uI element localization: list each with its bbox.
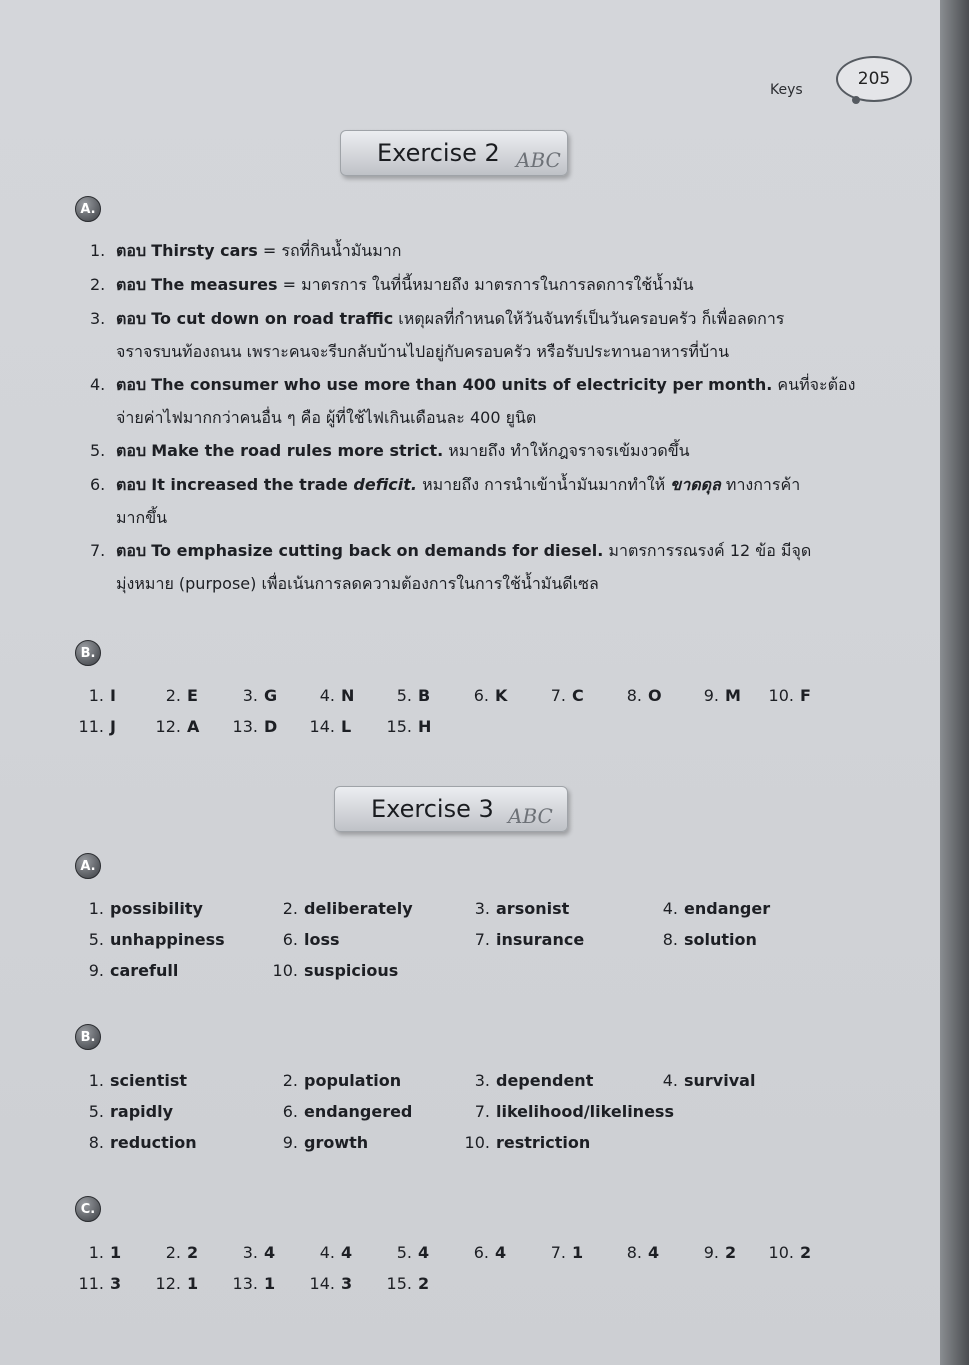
answer-item (616, 686, 662, 705)
answer-number: 7. (550, 1243, 566, 1262)
answer-item (78, 717, 116, 736)
answer-number: 9. (703, 686, 719, 705)
answer-item (693, 686, 741, 705)
answer-value: 1 (110, 1243, 122, 1262)
answer-item (232, 1243, 275, 1262)
answer-value: population (304, 1071, 402, 1090)
answer-value: 1 (187, 1274, 199, 1293)
answer-value: reduction (110, 1133, 197, 1152)
answer-value: insurance (496, 930, 585, 949)
answer-number: 12. (155, 717, 181, 736)
answer-item (309, 1274, 352, 1293)
answer-item (232, 717, 277, 736)
answer-item (270, 961, 398, 980)
answer-number: 2. (165, 686, 181, 705)
answer-value: restriction (496, 1133, 591, 1152)
answer-item (76, 930, 225, 949)
answer-item (462, 899, 569, 918)
answer-item (270, 899, 413, 918)
answer-value: H (418, 717, 432, 736)
answer-number: 2. (282, 899, 298, 918)
answer-number: 15. (386, 1274, 412, 1293)
answer-value: 1 (572, 1243, 584, 1262)
answer-number: 5. (396, 686, 412, 705)
answer-value: 4 (418, 1243, 430, 1262)
answer-value: B (418, 686, 431, 705)
answer-value: rapidly (110, 1102, 173, 1121)
answer-item (76, 1133, 197, 1152)
answer-number: 4. (319, 686, 335, 705)
page-number: 205 (857, 69, 891, 89)
answer-item (386, 1243, 429, 1262)
answer-value: 3 (110, 1274, 122, 1293)
answer-item (155, 1274, 198, 1293)
answer-value: solution (684, 930, 757, 949)
answer-number: 8. (662, 930, 678, 949)
qa-item: 2. ตอบ The measures = มาตรการ ในที่นี้หมายถึง มาตรการในการลดการใช้น้ำมัน (90, 275, 694, 294)
answer-value: scientist (110, 1071, 188, 1090)
answer-value: growth (304, 1133, 369, 1152)
answer-value: 2 (725, 1243, 737, 1262)
answer-value: dependent (496, 1071, 594, 1090)
answer-item (462, 1071, 593, 1090)
qa-item: 1. ตอบ Thirsty cars = รถที่กินน้ำมันมาก (90, 241, 402, 260)
book-page-edge (940, 0, 969, 1365)
answer-item (76, 1071, 187, 1090)
running-header: Keys (770, 82, 803, 98)
answer-item (616, 1243, 659, 1262)
answer-value: E (187, 686, 198, 705)
answer-item (232, 686, 277, 705)
answer-item (462, 1102, 674, 1121)
answer-value: 4 (264, 1243, 276, 1262)
answer-number: 1. (88, 899, 104, 918)
answer-value: 1 (264, 1274, 276, 1293)
answer-value: O (648, 686, 662, 705)
answer-number: 10. (768, 686, 794, 705)
answer-item (270, 930, 340, 949)
answer-item (78, 1274, 121, 1293)
answer-number: 4. (319, 1243, 335, 1262)
answer-value: likelihood/likeliness (496, 1102, 674, 1121)
answer-number: 10. (272, 961, 298, 980)
answer-value: loss (304, 930, 340, 949)
answer-item (76, 1102, 173, 1121)
answer-number: 12. (155, 1274, 181, 1293)
answer-number: 9. (282, 1133, 298, 1152)
section-a-badge: A. (75, 853, 101, 879)
answer-value: A (187, 717, 200, 736)
answer-number: 11. (78, 717, 104, 736)
answer-number: 1. (88, 686, 104, 705)
answer-number: 8. (626, 686, 642, 705)
answer-value: F (800, 686, 811, 705)
answer-item (76, 961, 178, 980)
answer-value: 3 (341, 1274, 353, 1293)
answer-item (462, 1133, 590, 1152)
answer-value: endangered (304, 1102, 413, 1121)
answer-number: 6. (473, 686, 489, 705)
answer-number: 8. (88, 1133, 104, 1152)
answer-number: 7. (550, 686, 566, 705)
abc-tag-icon: ABC (508, 804, 553, 828)
page-number-bubble (836, 56, 912, 102)
answer-number: 13. (232, 1274, 258, 1293)
qa-item: 5. ตอบ Make the road rules more strict. หมายถึง ทำให้กฎจราจรเข้มงวดขึ้น (90, 441, 690, 460)
answer-number: 6. (473, 1243, 489, 1262)
qa-item: 3. ตอบ To cut down on road traffic เหตุผลที่กำหนดให้วันจันทร์เป็นวันครอบครัว ก็เพื่อลดการ จราจรบนท้องถนน เพราะคนจะรีบกลับบ้านไปอยู่กับครอบครัว หรือรับประทานอาหารที่บ้าน (90, 309, 785, 361)
answer-item (232, 1274, 275, 1293)
answer-value: deliberately (304, 899, 413, 918)
answer-value: 2 (800, 1243, 812, 1262)
answer-value: G (264, 686, 278, 705)
answer-item (270, 1071, 401, 1090)
answer-number: 13. (232, 717, 258, 736)
answer-value: L (341, 717, 352, 736)
answer-item (270, 1133, 368, 1152)
answer-number: 1. (88, 1071, 104, 1090)
answer-item (650, 899, 770, 918)
answer-item (386, 686, 430, 705)
answer-item (650, 1071, 755, 1090)
answer-item (540, 686, 584, 705)
answer-value: survival (684, 1071, 756, 1090)
answer-value: 2 (418, 1274, 430, 1293)
answer-number: 7. (474, 1102, 490, 1121)
answer-number: 14. (309, 717, 335, 736)
answer-number: 10. (768, 1243, 794, 1262)
answer-number: 14. (309, 1274, 335, 1293)
answer-item (540, 1243, 583, 1262)
answer-value: suspicious (304, 961, 399, 980)
section-b-badge: B. (75, 1024, 101, 1050)
answer-item (693, 1243, 736, 1262)
answer-value: 4 (341, 1243, 353, 1262)
answer-number: 3. (474, 899, 490, 918)
answer-number: 9. (88, 961, 104, 980)
section-a-badge: A. (75, 196, 101, 222)
abc-tag-icon: ABC (516, 148, 561, 172)
answer-number: 3. (242, 1243, 258, 1262)
answer-item (768, 686, 811, 705)
answer-number: 2. (165, 1243, 181, 1262)
answer-number: 10. (464, 1133, 490, 1152)
answer-value: D (264, 717, 278, 736)
answer-item (462, 930, 584, 949)
answer-item (155, 717, 199, 736)
answer-number: 8. (626, 1243, 642, 1262)
answer-number: 1. (88, 1243, 104, 1262)
bubble-tail-decoration (852, 96, 860, 104)
answer-value: unhappiness (110, 930, 225, 949)
answer-value: carefull (110, 961, 179, 980)
answer-number: 6. (282, 1102, 298, 1121)
exercise-3-title: Exercise 3 (371, 795, 494, 823)
answer-number: 15. (386, 717, 412, 736)
answer-item (386, 1274, 429, 1293)
answer-item (270, 1102, 412, 1121)
answer-item (768, 1243, 811, 1262)
answer-number: 6. (282, 930, 298, 949)
answer-item (463, 1243, 506, 1262)
answer-value: possibility (110, 899, 203, 918)
answer-value: 2 (187, 1243, 199, 1262)
answer-item (309, 686, 354, 705)
answer-number: 5. (88, 930, 104, 949)
answer-number: 4. (662, 899, 678, 918)
answer-item (463, 686, 507, 705)
answer-number: 7. (474, 930, 490, 949)
answer-value: N (341, 686, 355, 705)
answer-value: 4 (648, 1243, 660, 1262)
answer-item (309, 717, 351, 736)
answer-number: 9. (703, 1243, 719, 1262)
answer-item (309, 1243, 352, 1262)
exercise-2-title: Exercise 2 (377, 139, 500, 167)
answer-number: 5. (396, 1243, 412, 1262)
answer-item (76, 899, 203, 918)
answer-value: K (495, 686, 508, 705)
answer-value: C (572, 686, 584, 705)
answer-value: J (110, 717, 116, 736)
section-b-badge: B. (75, 640, 101, 666)
answer-value: arsonist (496, 899, 570, 918)
qa-item: 4. ตอบ The consumer who use more than 400 units of electricity per month. คนที่จะต้อง จ่ายค่าไฟมากกว่าคนอื่น ๆ คือ ผู้ที่ใช้ไฟเกินเดือนละ 400 ยูนิต (90, 375, 856, 427)
answer-number: 11. (78, 1274, 104, 1293)
answer-item (78, 1243, 121, 1262)
answer-item (78, 686, 116, 705)
section-c-badge: C. (75, 1196, 101, 1222)
answer-value: 4 (495, 1243, 507, 1262)
answer-item (155, 686, 198, 705)
answer-item (155, 1243, 198, 1262)
answer-number: 3. (242, 686, 258, 705)
answer-value: I (110, 686, 116, 705)
answer-item (386, 717, 431, 736)
answer-value: M (725, 686, 741, 705)
answer-item (650, 930, 757, 949)
answer-number: 2. (282, 1071, 298, 1090)
qa-item: 6. ตอบ It increased the trade deficit. หมายถึง การนำเข้าน้ำมันมากทำให้ ขาดดุล ทางการค้า มากขึ้น (90, 475, 801, 527)
answer-number: 5. (88, 1102, 104, 1121)
answer-number: 3. (474, 1071, 490, 1090)
answer-value: endanger (684, 899, 771, 918)
qa-item: 7. ตอบ To emphasize cutting back on demands for diesel. มาตรการรณรงค์ 12 ข้อ มีจุด มุ่งหมาย (purpose) เพื่อเน้นการลดความต้องการในการใช้น้ำมันดีเซล (90, 541, 812, 593)
answer-number: 4. (662, 1071, 678, 1090)
